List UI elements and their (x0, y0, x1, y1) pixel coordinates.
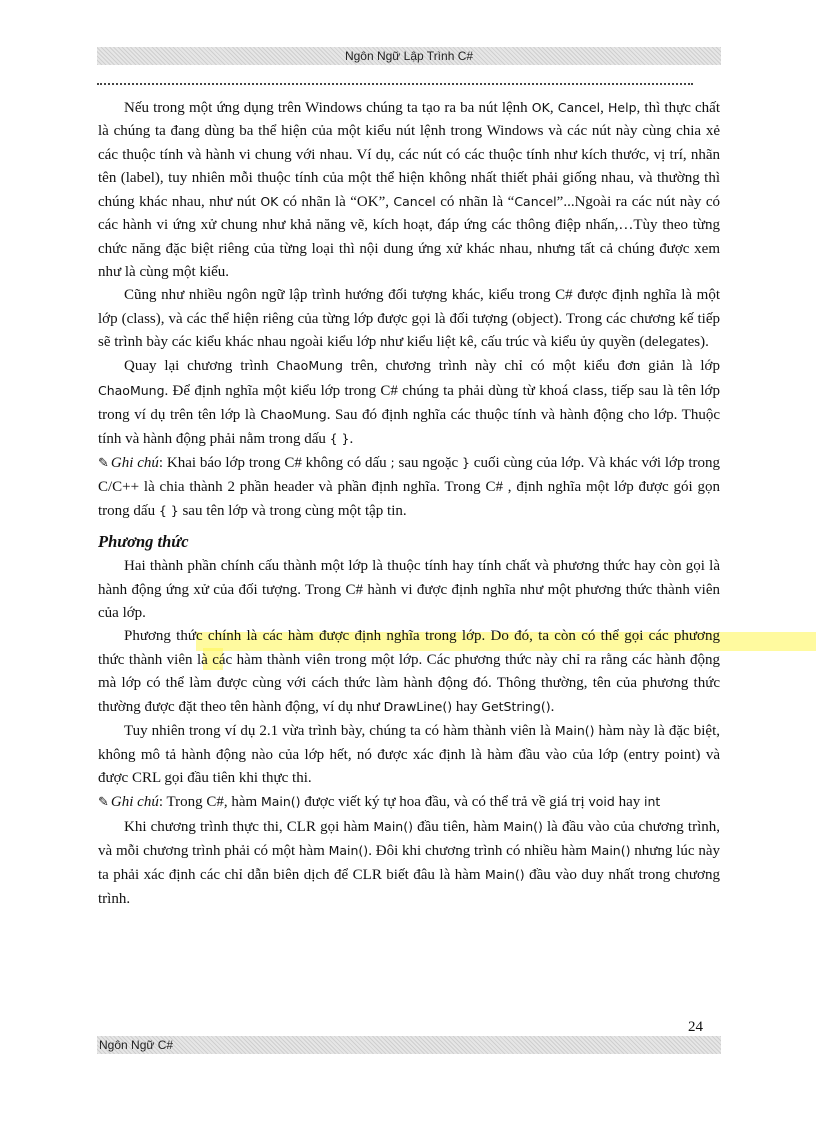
text-run: Phương thức chính là các hàm được định nghĩa trong lớp. Do đó, ta còn có thể gọi các phương thức thành viên là các hàm thành viên trong một lớp. Các phương thức này chỉ ra rằng các hành động mà lớp có thể làm được cùng với cách thức làm hành động đó. Thông thường, tên của phương thức thường được đặt theo tên hành động, ví dụ như (98, 628, 720, 716)
text-run: sau tên lớp và trong cùng một tập tin. (178, 503, 407, 520)
code-term: GetString() (481, 699, 551, 715)
text-run: , thì thực chất là chúng ta đang dùng ba thể hiện của một kiểu nút lệnh trong Windows và các nút này cùng chia xẻ các thuộc tính và hành vi chung với nhau. Ví dụ, các nút có các thuộc tính như kích thước, vị trí, nhãn tên (label), tuy nhiên mỗi thuộc tính của một thể hiện không nhất thiết phải giống nhau, và thường thì chúng khác nhau, như nút (98, 100, 720, 211)
text-run: . Đôi khi chương trình có nhiều hàm (368, 842, 591, 859)
text-run: sau ngoặc (394, 455, 462, 472)
paragraph (98, 815, 720, 911)
code-term: OK (260, 194, 279, 210)
note-label: Ghi chú (110, 455, 159, 472)
code-term: Cancel (393, 194, 436, 210)
text-run: : Trong C#, hàm (158, 794, 261, 811)
code-term: { } (158, 503, 179, 519)
note-paragraph (98, 790, 720, 814)
pencil-icon: ✎ (98, 456, 109, 472)
body-text (98, 96, 720, 911)
text-run: hay (452, 699, 482, 716)
code-term: class (572, 382, 604, 398)
code-term: DrawLine() (383, 699, 453, 715)
text-run: có nhãn là “OK”, (278, 194, 394, 211)
text-run: . Để định nghĩa một kiểu lớp trong C# chúng ta phải dùng từ khoá (164, 382, 573, 399)
code-term: OK (531, 100, 550, 115)
code-term: Main() (260, 794, 301, 810)
code-term: ; (390, 455, 395, 471)
text-run: đầu tiên, hàm (412, 818, 504, 835)
text-run: : Khai báo lớp trong C# không có dấu (158, 455, 391, 472)
paragraph (98, 284, 720, 354)
paragraph (98, 555, 720, 625)
text-run: hay (614, 794, 645, 811)
text-run: trên, chương trình này chỉ có một kiểu đơn giản là lớp (342, 358, 720, 375)
text-run: cuối cùng của lớp. Và khác với lớp trong C/C++ là chia thành 2 phần header và phần định nghĩa. Trong C# , định nghĩa một lớp được gói gọn trong dấu (98, 455, 720, 520)
code-term: int (644, 794, 661, 810)
code-term: Cancel (557, 100, 601, 115)
text-run: , (600, 100, 609, 116)
pencil-icon: ✎ (98, 795, 109, 811)
text-run: . Sau đó định nghĩa các thuộc tính và hành động cho lớp. Thuộc tính và hành động phải nằm trong dấu (98, 406, 720, 448)
note-label: Ghi chú (110, 794, 159, 811)
code-term: Main() (590, 842, 631, 858)
text-run: . (550, 699, 555, 716)
text-run: hàm này là đặc biệt, không mô tả hành động nào của lớp hết, nó được xác định là hàm đầu vào của lớp (entry point) và được CRL gọi đầu tiên khi thực thi. (98, 723, 720, 787)
paragraph (98, 625, 720, 719)
page-number: 24 (688, 1019, 703, 1035)
text-run: ”...Ngoài ra các nút này có các hành vi ứng xử chung như khả năng vẽ, kích hoạt, đáp ứng các thông điệp nhấn,…Tùy theo từng chức năng đặc biệt riêng của từng loại thì nội dung ứng xử khác nhau, nhưng tất cả chúng được xem như là cùng một kiểu. (98, 194, 720, 281)
paragraph (98, 354, 720, 451)
footer-title: Ngôn Ngữ C# (99, 1038, 174, 1052)
running-header (97, 47, 721, 65)
code-term: { } (329, 431, 350, 447)
text-run: Khi chương trình thực thi, CLR gọi hàm (124, 818, 374, 835)
paragraph (98, 719, 720, 790)
code-term: ChaoMung (98, 382, 165, 398)
section-heading: Phương thức (98, 532, 189, 552)
text-run: Quay lại chương trình (124, 358, 277, 375)
note-paragraph (98, 451, 720, 523)
text-run: đầu vào duy nhất trong chương trình. (98, 867, 720, 907)
header-divider (97, 83, 693, 85)
text-run: có nhãn là “ (435, 194, 515, 211)
code-term: Main() (554, 723, 595, 739)
running-footer (97, 1036, 721, 1054)
text-run: Cũng như nhiều ngôn ngữ lập trình hướng đối tượng khác, kiểu trong C# được định nghĩa là một lớp (class), và các thể hiện riêng của từng lớp được gọi là đối tượng (object). Trong các chương kế tiếp sẽ trình bày các kiểu khác nhau ngoài kiểu lớp như kiểu liệt kê, cấu trúc và kiểu ủy quyền (delegates). (98, 287, 720, 350)
text-run: Nếu trong một ứng dụng trên Windows chúng ta tạo ra ba nút lệnh (124, 100, 532, 116)
code-term: Main() (485, 867, 525, 883)
text-run: , (549, 100, 558, 116)
text-run: . (349, 431, 354, 448)
code-term: Cancel (514, 194, 557, 210)
text-run: Hai thành phần chính cấu thành một lớp là thuộc tính hay tính chất và phương thức hay còn gọi là hành động ứng xử của đối tượng. Trong C# hành vi được định nghĩa như một phương thức thành viên của lớp. (98, 558, 720, 621)
code-term: Main() (373, 818, 413, 834)
code-term: ChaoMung (260, 406, 327, 422)
code-term: void (588, 794, 615, 810)
paragraph (98, 96, 720, 284)
text-run: Tuy nhiên trong ví dụ 2.1 vừa trình bày, chúng ta có hàm thành viên là (124, 723, 555, 740)
header-title: Ngôn Ngữ Lập Trình C# (344, 49, 474, 63)
text-run: , tiếp sau là tên lớp trong ví dụ trên tên lớp là (98, 382, 720, 423)
code-term: Help (608, 100, 637, 115)
text-run: là đầu vào của chương trình, và mỗi chương trình phải có một hàm (98, 818, 720, 859)
code-term: } (462, 455, 470, 471)
code-term: Main() (503, 818, 543, 834)
code-term: Main() (328, 842, 369, 858)
text-run: nhưng lúc này ta phải xác định các chỉ dẫn biên dịch để CLR biết đâu là hàm (98, 842, 720, 884)
text-run: được viết ký tự hoa đầu, và có thể trả về giá trị (300, 794, 589, 811)
code-term: ChaoMung (276, 358, 343, 374)
